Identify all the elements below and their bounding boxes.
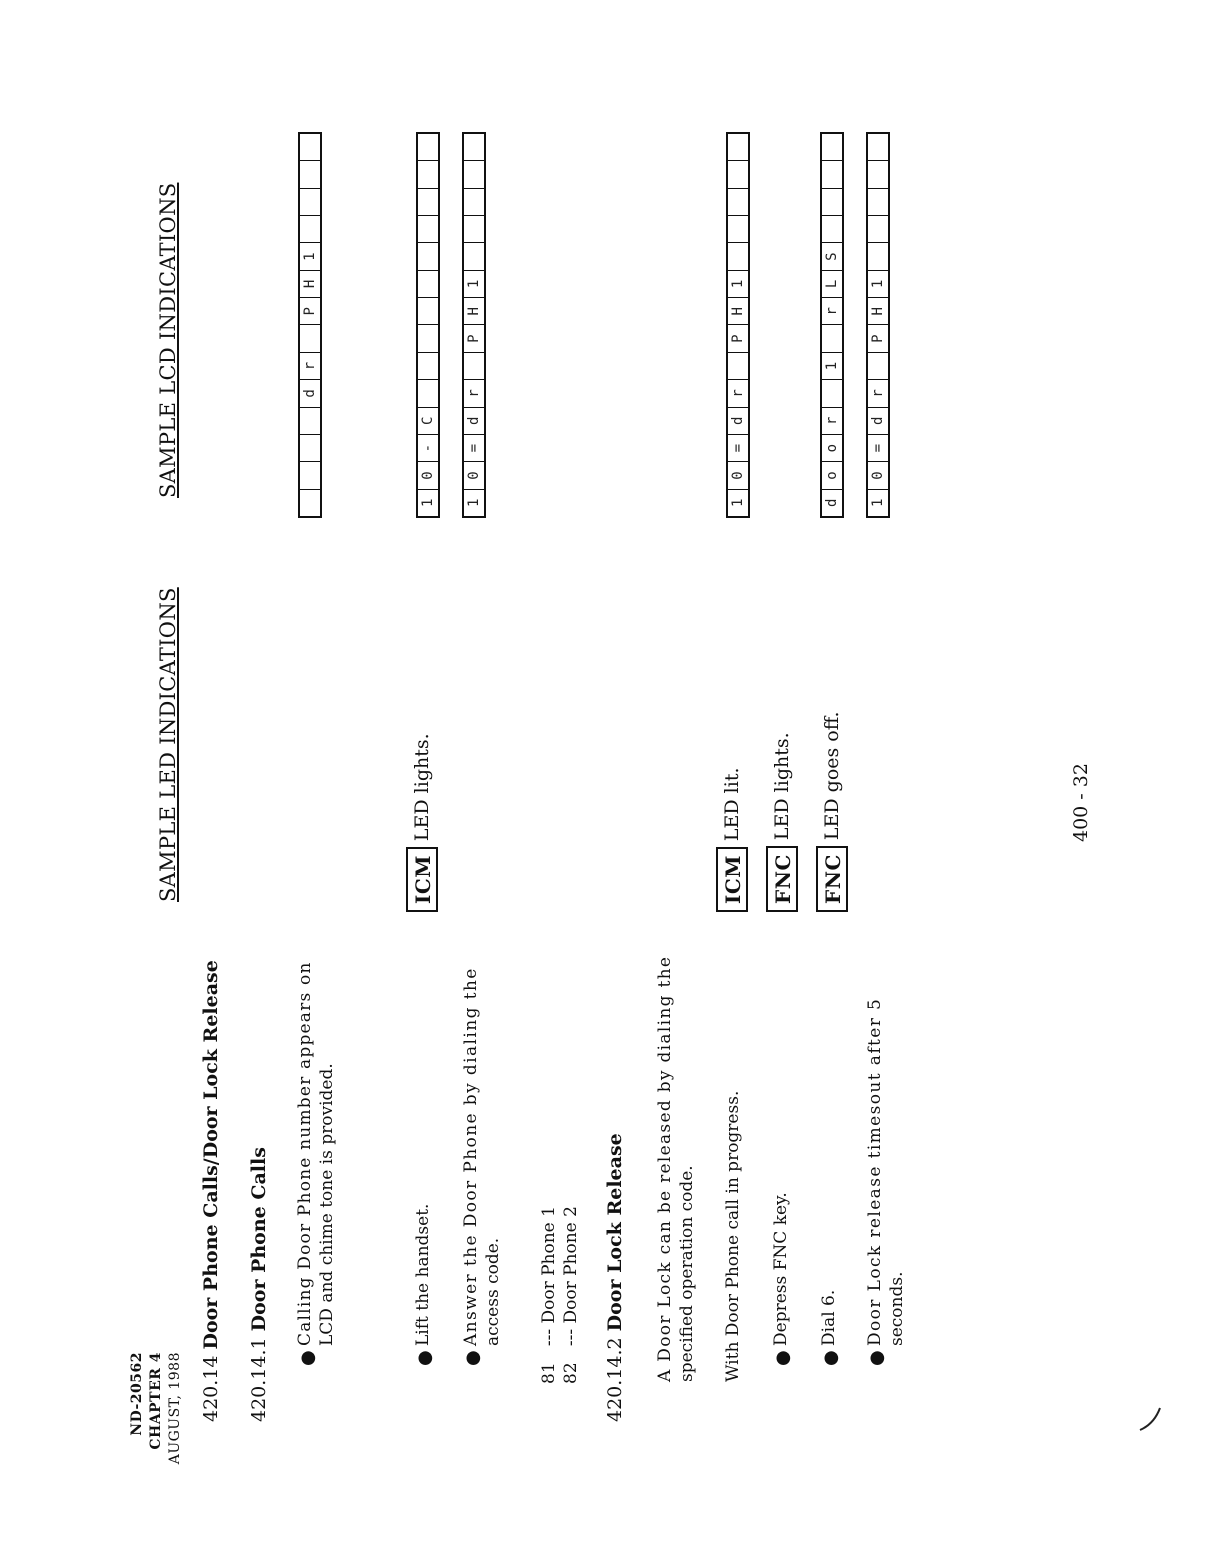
lcd-cell	[418, 379, 438, 406]
led-indication-fnc-off	[816, 711, 848, 912]
bullet-caller-id-line1: Calling Door Phone number appears on	[295, 961, 315, 1346]
lcd-cell	[822, 160, 842, 187]
bullet-dot: ●	[414, 1350, 435, 1366]
lcd-cell: P	[728, 324, 748, 351]
bullet-lock-timeout	[864, 998, 908, 1346]
doc-number: ND-20562	[129, 1352, 145, 1436]
led-indication-icm-lit	[716, 767, 748, 912]
lcd-cell	[868, 242, 888, 269]
lcd-cell	[822, 379, 842, 406]
lcd-cell: 1	[822, 352, 842, 379]
bullet-dot: ●	[462, 1350, 483, 1366]
lcd-cell	[300, 160, 320, 187]
lcd-cell: =	[464, 434, 484, 461]
bullet-caller-id	[294, 961, 338, 1346]
subsection-title-2: Door Lock Release	[604, 1133, 626, 1332]
lcd-cell	[418, 160, 438, 187]
lcd-cell: d	[822, 489, 842, 516]
lcd-cell: 1	[300, 242, 320, 269]
lcd-cell	[728, 352, 748, 379]
lcd-cell	[728, 188, 748, 215]
door-lock-intro-line1: A Door Lock can be released by dialing the	[655, 955, 675, 1382]
lcd-cell: 1	[728, 489, 748, 516]
lcd-cell	[464, 242, 484, 269]
lcd-cell	[300, 489, 320, 516]
led-indication-text: LED lights.	[411, 733, 433, 842]
access-code-1: 81 --- Door Phone 1	[539, 1206, 559, 1384]
fnc-key-icon: FNC	[816, 846, 848, 912]
access-code-2: 82 --- Door Phone 2	[561, 1206, 581, 1384]
bullet-dial-6: Dial 6.	[819, 1289, 839, 1346]
section-number: 420.14	[200, 1355, 222, 1422]
lcd-cell: S	[822, 242, 842, 269]
lcd-cell: r	[822, 297, 842, 324]
lcd-cell: =	[868, 434, 888, 461]
lcd-cell: d	[464, 407, 484, 434]
bullet-depress-fnc: Depress FNC key.	[771, 1192, 791, 1346]
lcd-cell: H	[728, 297, 748, 324]
icm-key-icon: ICM	[716, 847, 748, 912]
lcd-cell: P	[464, 324, 484, 351]
led-indication-fnc-lights	[766, 732, 798, 912]
section-title: Door Phone Calls/Door Lock Release	[200, 960, 222, 1350]
chapter-label: CHAPTER 4	[148, 1352, 164, 1450]
lcd-cell: d	[868, 407, 888, 434]
lcd-cell: H	[300, 270, 320, 297]
led-indication-icm-lights	[406, 733, 438, 912]
lcd-cell	[868, 352, 888, 379]
lcd-display	[298, 132, 322, 518]
lcd-cell	[300, 215, 320, 242]
lcd-cell	[464, 352, 484, 379]
bullet-dot: ●	[866, 1350, 887, 1366]
lcd-cell	[300, 434, 320, 461]
lcd-cell	[464, 160, 484, 187]
lcd-cell	[728, 160, 748, 187]
lcd-cell	[418, 134, 438, 160]
lcd-cell	[868, 188, 888, 215]
lcd-cell: H	[464, 297, 484, 324]
lcd-cell: d	[300, 379, 320, 406]
led-indication-text: LED goes off.	[821, 711, 843, 841]
lcd-cell	[300, 324, 320, 351]
bullet-answer-door-phone	[460, 967, 504, 1346]
icm-key-icon: ICM	[406, 847, 438, 912]
page-number: 400 - 32	[1070, 763, 1092, 842]
scan-mark-icon	[1136, 1404, 1166, 1434]
lcd-cell: 0	[464, 461, 484, 488]
lcd-cell: r	[822, 407, 842, 434]
lcd-cell	[418, 188, 438, 215]
bullet-answer-line1: Answer the Door Phone by dialing the	[461, 967, 481, 1346]
bullet-dot: ●	[297, 1350, 318, 1366]
lcd-cell	[418, 270, 438, 297]
date-label: AUGUST, 1988	[167, 1352, 183, 1465]
lcd-cell: r	[300, 352, 320, 379]
bullet-lock-timeout-line2: seconds.	[887, 1271, 907, 1346]
lcd-cell	[464, 188, 484, 215]
lcd-cell	[868, 215, 888, 242]
section-heading	[200, 960, 222, 1422]
lcd-cell: o	[822, 434, 842, 461]
lcd-cell	[868, 160, 888, 187]
led-indication-text: LED lit.	[721, 767, 743, 842]
lcd-cell	[822, 134, 842, 160]
lcd-cell: 0	[868, 461, 888, 488]
lcd-cell: H	[868, 297, 888, 324]
lcd-cell	[822, 188, 842, 215]
led-column-heading: SAMPLE LED INDICATIONS	[156, 587, 180, 902]
lcd-cell	[418, 297, 438, 324]
bullet-lift-handset: Lift the handset.	[413, 1203, 433, 1346]
lcd-cell	[418, 324, 438, 351]
subsection-heading-2	[604, 1133, 626, 1422]
lcd-display	[820, 132, 844, 518]
fnc-key-icon: FNC	[766, 846, 798, 912]
lcd-cell	[300, 461, 320, 488]
lcd-cell	[418, 352, 438, 379]
lcd-cell: P	[300, 297, 320, 324]
lcd-cell	[300, 134, 320, 160]
document-header	[128, 1352, 185, 1464]
subsection-number-2: 420.14.2	[604, 1337, 626, 1422]
door-lock-intro-line2: specified operation code.	[677, 1165, 697, 1382]
bullet-dot: ●	[820, 1350, 841, 1366]
lcd-cell: 0	[418, 461, 438, 488]
subsection-number-1: 420.14.1	[248, 1337, 270, 1422]
lcd-display	[866, 132, 890, 518]
lcd-cell	[418, 242, 438, 269]
subsection-title-1: Door Phone Calls	[248, 1147, 270, 1332]
bullet-answer-line2: access code.	[483, 1237, 503, 1346]
lcd-cell: 0	[728, 461, 748, 488]
lcd-cell	[418, 215, 438, 242]
lcd-cell: C	[418, 407, 438, 434]
lcd-cell: d	[728, 407, 748, 434]
lcd-display	[416, 132, 440, 518]
lcd-cell: r	[728, 379, 748, 406]
lcd-cell: r	[464, 379, 484, 406]
lcd-cell	[728, 134, 748, 160]
door-lock-intro	[654, 956, 698, 1382]
lcd-display	[462, 132, 486, 518]
lcd-cell: 1	[728, 270, 748, 297]
door-lock-condition: With Door Phone call in progress.	[723, 1090, 743, 1382]
lcd-cell: 1	[464, 489, 484, 516]
bullet-lock-timeout-line1: Door Lock release timesout after 5	[865, 997, 885, 1346]
lcd-cell: =	[728, 434, 748, 461]
lcd-cell	[464, 134, 484, 160]
access-codes	[538, 1206, 582, 1384]
lcd-cell: -	[418, 434, 438, 461]
lcd-cell: 1	[868, 489, 888, 516]
lcd-cell: o	[822, 461, 842, 488]
lcd-cell	[868, 134, 888, 160]
lcd-cell	[464, 215, 484, 242]
lcd-cell	[822, 215, 842, 242]
lcd-cell: r	[868, 379, 888, 406]
lcd-cell: 1	[418, 489, 438, 516]
bullet-dot: ●	[772, 1350, 793, 1366]
lcd-column-heading: SAMPLE LCD INDICATIONS	[156, 182, 180, 498]
lcd-cell: 1	[464, 270, 484, 297]
lcd-cell	[822, 324, 842, 351]
lcd-cell: L	[822, 270, 842, 297]
lcd-cell: 1	[868, 270, 888, 297]
lcd-cell	[728, 215, 748, 242]
lcd-cell	[300, 407, 320, 434]
lcd-cell	[300, 188, 320, 215]
bullet-caller-id-line2: LCD and chime tone is provided.	[317, 1063, 337, 1346]
led-indication-text: LED lights.	[771, 732, 793, 841]
lcd-cell: P	[868, 324, 888, 351]
lcd-display	[726, 132, 750, 518]
lcd-cell	[728, 242, 748, 269]
subsection-heading-1	[248, 1147, 270, 1422]
